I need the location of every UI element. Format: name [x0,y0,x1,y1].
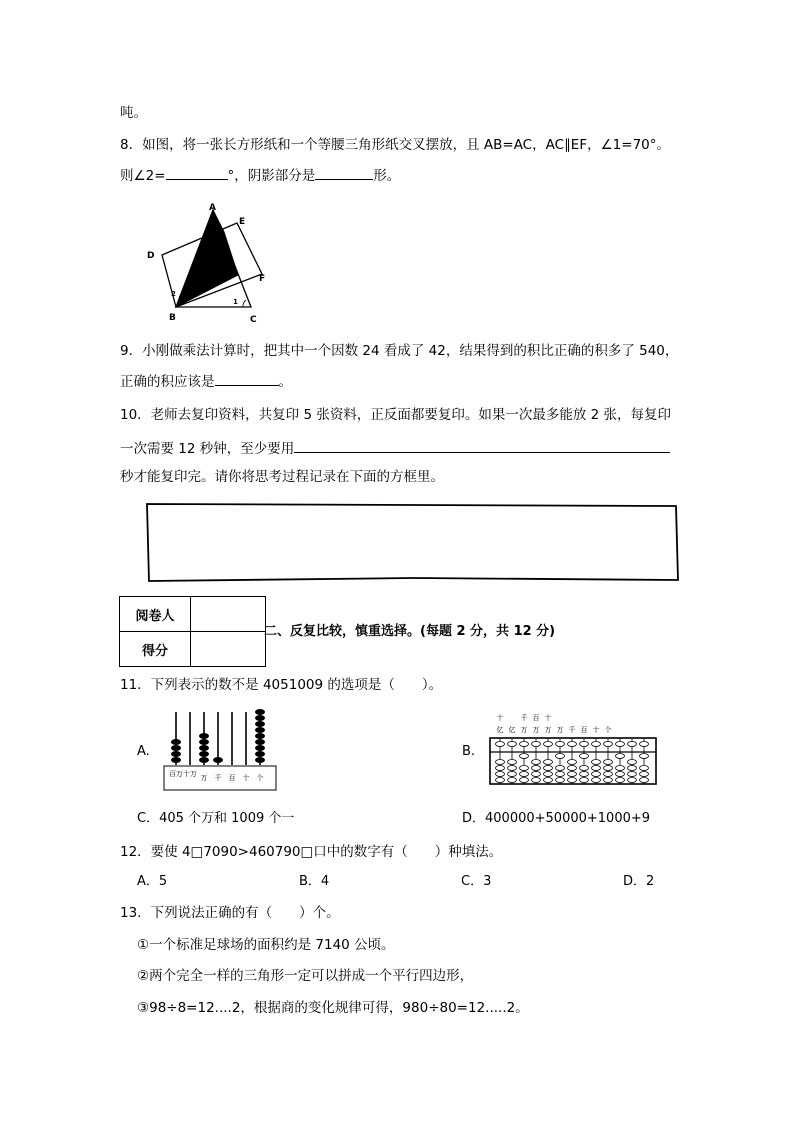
answer-blank[interactable] [166,165,228,180]
q8-prefix: 则∠2= [120,168,166,184]
answer-blank[interactable] [315,165,373,180]
option-c[interactable]: C．3 [461,874,492,889]
label-D: D [147,251,155,261]
abacus-a-label: 百 [228,774,236,782]
question-10-text-end: 秒才能复印完。请你将思考过程记录在下面的方框里。 [120,469,444,485]
label-angle-1: 1 [233,298,238,306]
abacus-b-label: 千 [568,726,576,734]
abacus-b-top: 百 [532,714,540,722]
q9-suffix: 。 [278,374,292,390]
statement-3: ③98÷8=12....2，根据商的变化规律可得，980÷80=12.....2。 [137,1000,529,1016]
answer-blank[interactable] [215,371,279,386]
option-a[interactable]: A．5 [137,874,168,889]
question-12-text: 12．要使 4□7090>460790□口中的数字有（ ）种填法。 [120,844,503,860]
geometry-figure [140,200,275,325]
answer-box[interactable] [144,500,680,586]
abacus-b-label: 亿 [508,726,516,734]
question-8-text: 8．如图，将一张长方形纸和一个等腰三角形纸交叉摆放，且 AB=AC，AC∥EF，∠1=70°。 [120,137,671,153]
abacus-b-label: 百 [580,726,588,734]
question-10-text: 10．老师去复印资料，共复印 5 张资料，正反面都要复印。如果一次最多能放 2 张，每复印 [120,407,672,423]
shaded-region [176,210,238,307]
abacus-b-label: 万 [544,726,552,734]
abacus-b-label: 十 [592,726,600,734]
label-B: B [169,313,176,323]
option-a-label[interactable]: A. [137,744,150,759]
option-b[interactable]: B．4 [299,874,330,889]
abacus-a-label: 十万 [183,770,197,778]
abacus-b-top: 千 [520,714,528,722]
option-d[interactable]: D．400000+50000+1000+9 [462,811,651,826]
statement-2: ②两个完全一样的三角形一定可以拼成一个平行四边形， [137,968,474,984]
option-d[interactable]: D．2 [623,874,655,889]
label-E: E [239,217,246,227]
abacus-b-label: 亿 [496,726,504,734]
question-11-text: 11．下列表示的数不是 4051009 的选项是（ ）。 [120,677,443,693]
abacus-a [160,708,280,794]
statement-1: ①一个标准足球场的面积约是 7140 公顷。 [137,937,395,953]
score-label: 得分 [120,632,191,667]
reviewer-cell[interactable] [191,597,266,632]
abacus-a-label: 个 [256,774,264,782]
abacus-b-top: 十 [544,714,552,722]
q8-mid: °，阴影部分是 [227,168,316,184]
question-9-text: 9．小刚做乘法计算时，把其中一个因数 24 看成了 42，结果得到的积比正确的积多了 540， [120,343,679,359]
q9-prefix: 正确的积应该是 [120,374,215,390]
text-line: 吨。 [120,105,147,121]
score-cell[interactable] [191,632,266,667]
label-C: C [250,315,257,325]
question-10-blank [120,438,670,459]
abacus-a-label: 十 [242,774,250,782]
abacus-b [486,710,662,790]
label-A: A [209,203,216,213]
abacus-b-label: 万 [520,726,528,734]
question-9-blank [120,371,292,392]
question-8-blanks [120,165,400,186]
label-angle-2: 2 [171,290,176,298]
score-table [119,596,266,667]
option-b-label[interactable]: B. [462,744,476,759]
q8-suffix: 形。 [373,168,401,184]
abacus-b-top: 十 [496,714,504,722]
abacus-b-label: 个 [604,726,612,734]
option-c[interactable]: C．405 个万和 1009 个一 [137,811,295,826]
q10-prefix: 一次需要 12 秒钟，至少要用 [120,441,295,457]
abacus-a-label: 万 [200,774,208,782]
abacus-b-label: 万 [532,726,540,734]
abacus-a-label: 千 [214,774,222,782]
abacus-b-label: 万 [556,726,564,734]
abacus-a-label: 百万 [169,770,183,778]
section-heading: 二、反复比较，慎重选择。(每题 2 分，共 12 分) [264,624,556,639]
label-F: F [259,274,266,284]
question-13-text: 13．下列说法正确的有（ ）个。 [120,905,340,921]
answer-blank[interactable] [294,438,670,453]
reviewer-label: 阅卷人 [120,597,191,632]
